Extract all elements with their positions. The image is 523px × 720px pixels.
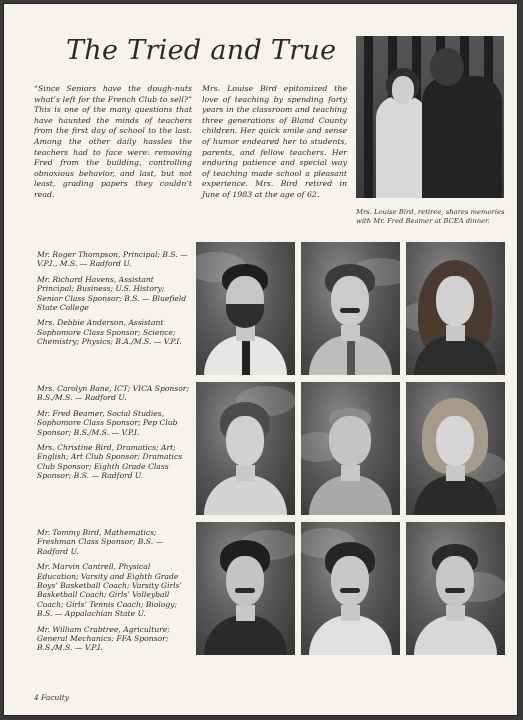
roster-entry: Mr. Fred Beamer, Social Studies, Sophomore Class Sponsor; Pep Club Sponsor; B.S./M.S. — V.P.I. bbox=[37, 408, 178, 437]
man-head bbox=[430, 48, 464, 86]
portrait-anderson bbox=[406, 242, 505, 375]
roster-entry: Mrs. Debbie Anderson, Assistant Sophomore Class Sponsor; Science; Chemistry; Physics; B.A./M.S. — V.P.I. bbox=[37, 318, 182, 347]
photo-caption: Mrs. Louise Bird, retiree, shares memories with Mr. Fred Beamer at BCEA dinner. bbox=[356, 208, 505, 225]
roster-entry: Mr. Richard Havens, Assistant Principal; Business; U.S. History; Senior Class Sponsor; B.S. — Bluefield State College bbox=[37, 274, 187, 313]
roster-group-3 bbox=[37, 528, 189, 659]
page-title: The Tried and True bbox=[66, 35, 337, 66]
roster-entry: Mrs. Christine Bird, Dramatics; Art; English; Art Club Sponsor; Dramatics Club Sponsor; Eighth Grade Class Sponsor; B.S. — Radford U. bbox=[37, 443, 183, 481]
portrait-cantrell bbox=[301, 522, 400, 655]
man-figure bbox=[422, 76, 502, 198]
portrait-crabtree bbox=[406, 522, 505, 655]
portrait-christine-bird bbox=[406, 382, 505, 515]
intro-text-1: “Since Seniors have the dough-nuts what’s left for the French Club to sell?” This is one of the many questions that have haunted the minds of teachers from the first day of school to the last. Among the other daily hassles the teachers had to face were: removing Fred from the building, controlling obnoxious behavior, and last, but not least, grading papers they couldn’t read. bbox=[34, 84, 192, 199]
woman-figure bbox=[376, 96, 428, 198]
portrait-bane bbox=[196, 382, 295, 515]
portrait-grid bbox=[196, 242, 506, 652]
retiree-photo bbox=[356, 36, 504, 198]
roster-entry: Mr. William Crabtree, Agriculture; General Mechanics; FFA Sponsor; B.S./M.S. — V.P.I. bbox=[37, 624, 170, 653]
roster-group-2 bbox=[37, 384, 189, 487]
intro-text-2: Mrs. Louise Bird epitomized the love of teaching by spending forty years in the classroom and teaching three generations of Bland County children. Her quick smile and sense of humor endeared her to students, parents, and fellow teachers. Her enduring patience and special way of teaching made school a pleasant experience. Mrs. Bird retired in June of 1983 at the age of 62. bbox=[202, 84, 347, 199]
portrait-tommy-bird bbox=[196, 522, 295, 655]
intro-column-1 bbox=[34, 84, 192, 201]
roster-entry: Mr. Marvin Cantrell, Physical Education; Varsity and Eighth Grade Boys’ Basketball Coach; Varsity Girls’ Basketball Coach; Girls’ Volleyball Coach; Girls’ Tennis Coach; Biology; B.S. — Appalachian State U. bbox=[37, 562, 182, 619]
roster-entry: Mr. Roger Thompson, Principal; B.S. — V.P.I., M.S. — Radford U. bbox=[37, 250, 188, 269]
page-footer: 4 Faculty bbox=[34, 693, 70, 702]
roster-entry: Mrs. Carolyn Bane, ICT; VICA Sponsor; B.S./M.S. — Radford U. bbox=[37, 384, 189, 403]
intro-column-2 bbox=[202, 84, 347, 201]
roster-entry: Mr. Tommy Bird, Mathematics; Freshman Class Sponsor; B.S. — Radford U. bbox=[37, 528, 164, 556]
portrait-thompson bbox=[196, 242, 295, 375]
yearbook-page bbox=[3, 3, 518, 716]
roster-group-1 bbox=[37, 250, 189, 353]
woman-face bbox=[392, 76, 414, 104]
portrait-beamer bbox=[301, 382, 400, 515]
portrait-havens bbox=[301, 242, 400, 375]
